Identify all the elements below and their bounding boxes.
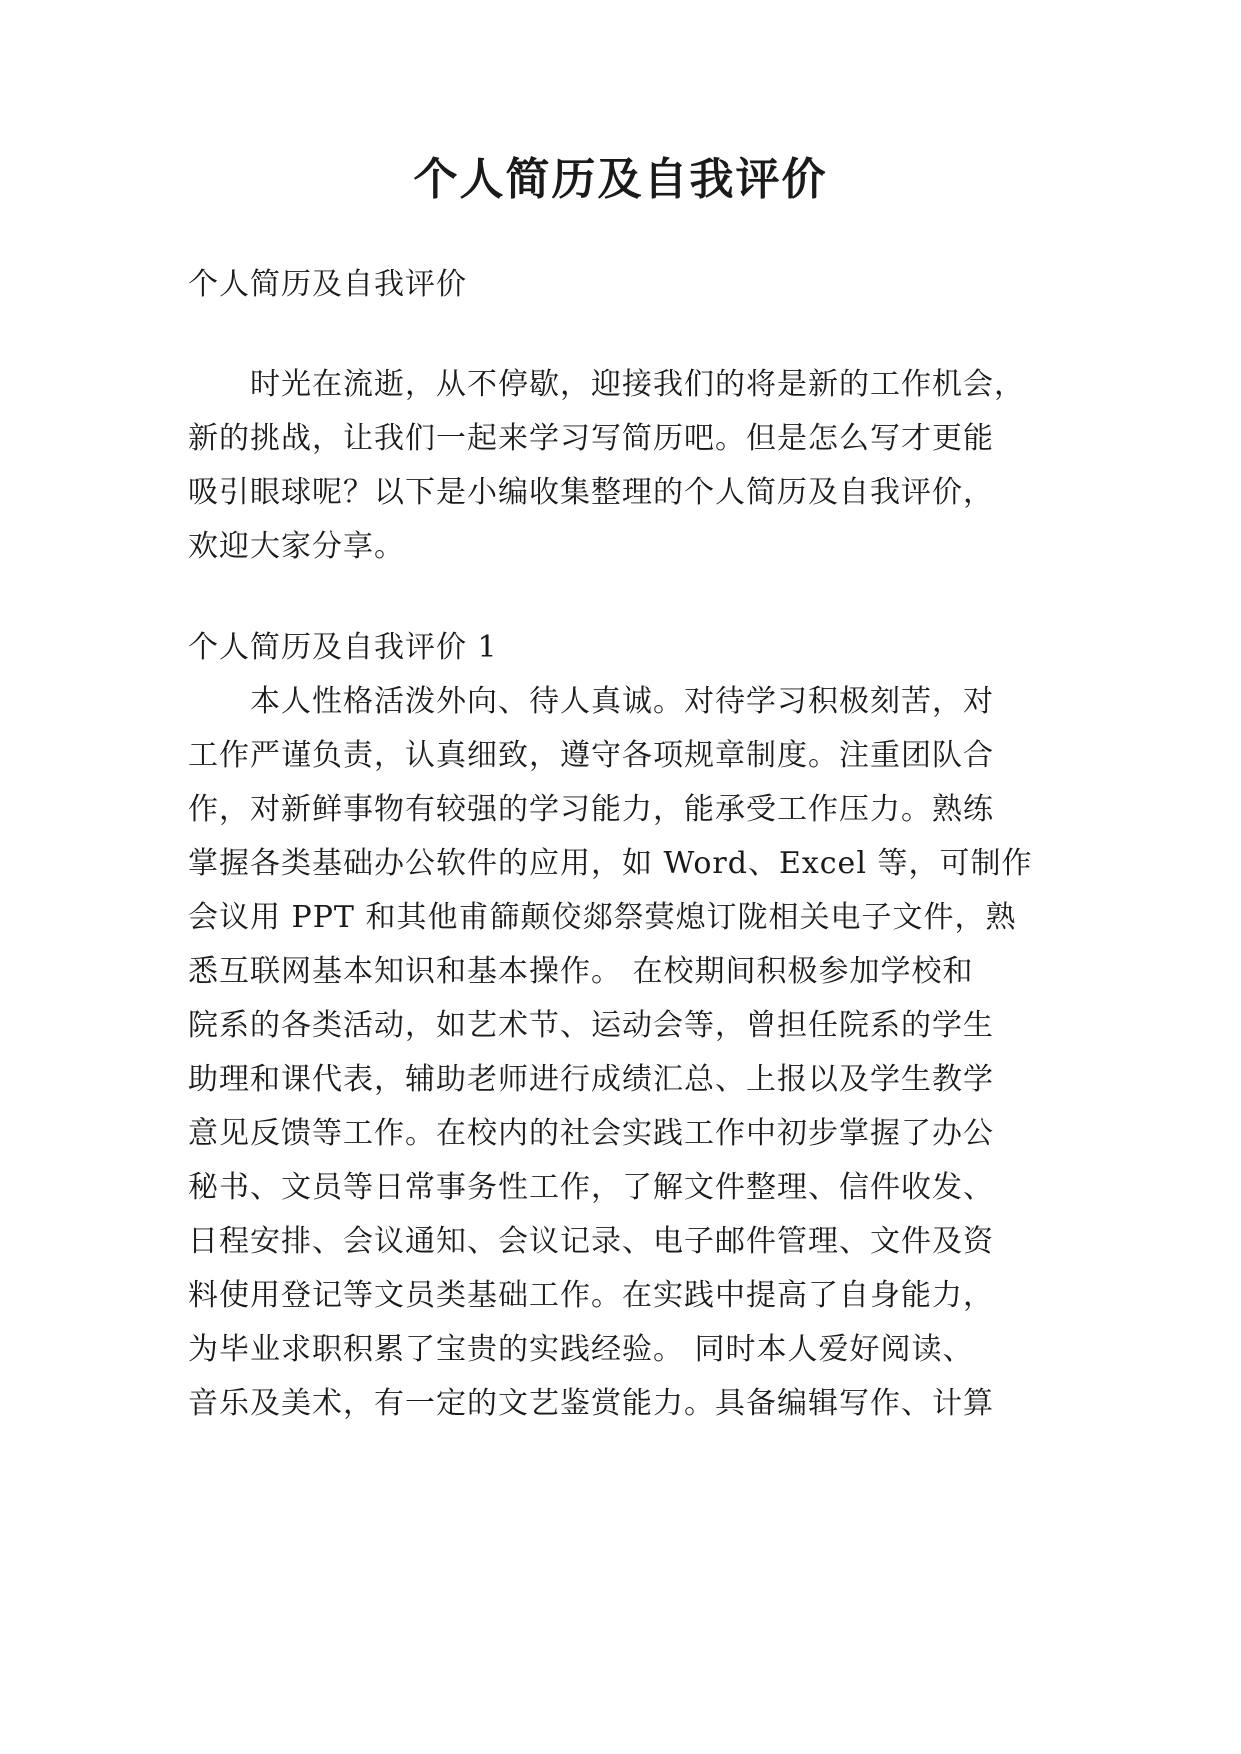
section-line: 音乐及美术，有一定的文艺鉴赏能力。具备编辑写作、计算 — [188, 1386, 994, 1421]
section-line: 为毕业求职积累了宝贵的实践经验。 同时本人爱好阅读、 — [188, 1332, 974, 1367]
section-line: 工作严谨负责，认真细致，遵守各项规章制度。注重团队合 — [188, 738, 994, 773]
document-title: 个人简历及自我评价 — [413, 154, 828, 205]
section-heading: 个人简历及自我评价 1 — [188, 630, 498, 665]
section-line: 作，对新鲜事物有较强的学习能力，能承受工作压力。熟练 — [188, 792, 994, 827]
section-line: 助理和课代表，辅助老师进行成绩汇总、上报以及学生教学 — [188, 1062, 994, 1097]
section-line: 悉互联网基本知识和基本操作。 在校期间积极参加学校和 — [188, 954, 974, 989]
section-line: 本人性格活泼外向、待人真诚。对待学习积极刻苦，对 — [188, 684, 994, 719]
document-subtitle: 个人简历及自我评价 — [188, 267, 467, 302]
section-line: 掌握各类基础办公软件的应用，如 Word、Excel 等，可制作 — [188, 846, 1033, 881]
section-line: 秘书、文员等日常事务性工作，了解文件整理、信件收发、 — [188, 1170, 994, 1205]
section-line: 日程安排、会议通知、会议记录、电子邮件管理、文件及资 — [188, 1224, 994, 1259]
section-line: 会议用 PPT 和其他甫篩颠佼郯祭蓂熄订陇相关电子文件，熟 — [188, 900, 1017, 935]
section-line: 料使用登记等文员类基础工作。在实践中提高了自身能力， — [188, 1278, 994, 1313]
intro-line: 新的挑战，让我们一起来学习写简历吧。但是怎么写才更能 — [188, 421, 994, 456]
intro-line: 吸引眼球呢？以下是小编收集整理的个人简历及自我评价， — [188, 475, 994, 510]
intro-line: 时光在流逝，从不停歇，迎接我们的将是新的工作机会， — [188, 367, 1025, 402]
section-line: 意见反馈等工作。在校内的社会实践工作中初步掌握了办公 — [188, 1116, 994, 1151]
intro-line: 欢迎大家分享。 — [188, 529, 405, 564]
section-line: 院系的各类活动，如艺术节、运动会等，曾担任院系的学生 — [188, 1008, 994, 1043]
